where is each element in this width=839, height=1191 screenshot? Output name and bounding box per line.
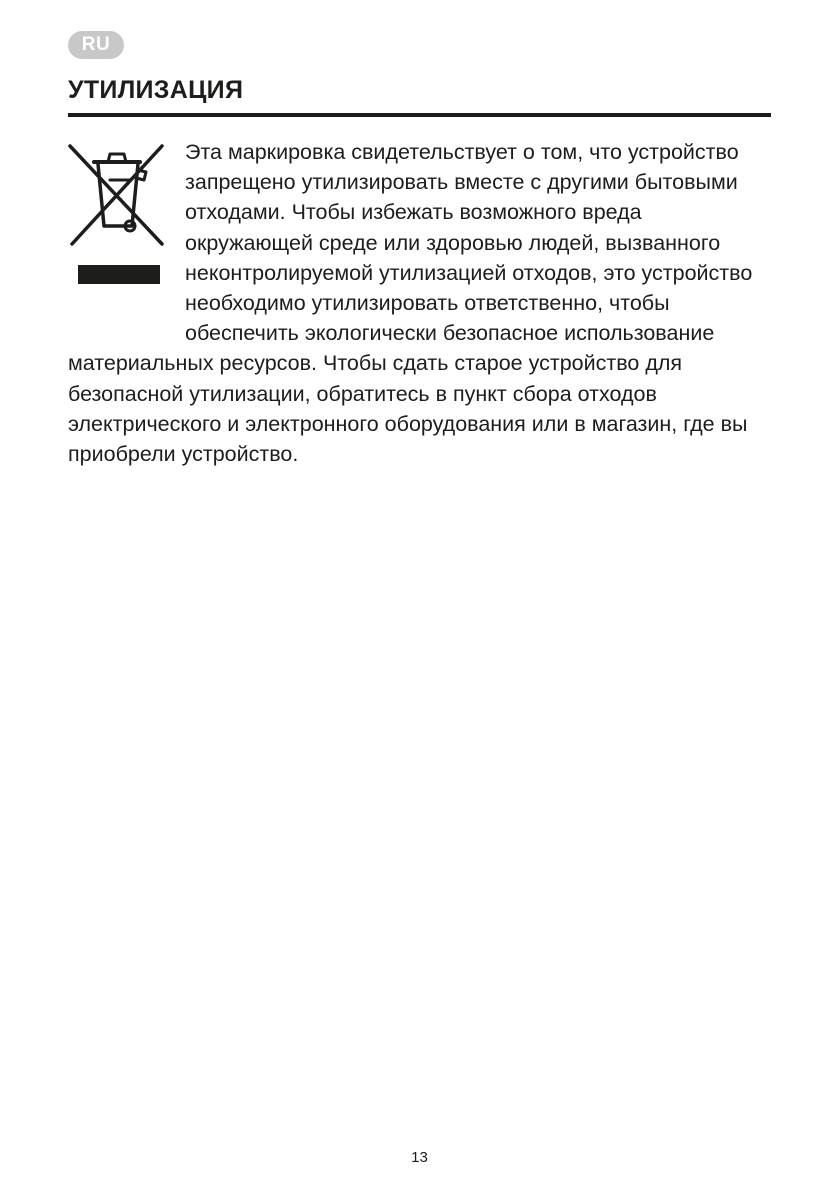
section-title: УТИЛИЗАЦИЯ [68, 76, 244, 104]
icon-wrap-spacer [68, 137, 185, 319]
title-divider [68, 113, 771, 117]
language-badge: RU [68, 31, 124, 59]
disposal-paragraph-text: Эта маркировка свидетельствует о том, что устройство запрещено утилизировать вместе с другими бытовыми отходами. Чтобы избежать возможного вреда окружающей среде или здоровью людей, вызванного неконтролируемой утилизацией отходов, это устройство необходимо утилизировать ответственно, чтобы обеспечить экологически безопасное использование материальных ресурсов. Чтобы сдать старое устройство для безопасной утилизации, обратитесь в пункт сбора отходов электрического и электронного оборудования или в магазин, где вы приобрели устройство. [68, 140, 753, 467]
disposal-paragraph [68, 137, 758, 469]
page-number: 13 [411, 1149, 428, 1166]
